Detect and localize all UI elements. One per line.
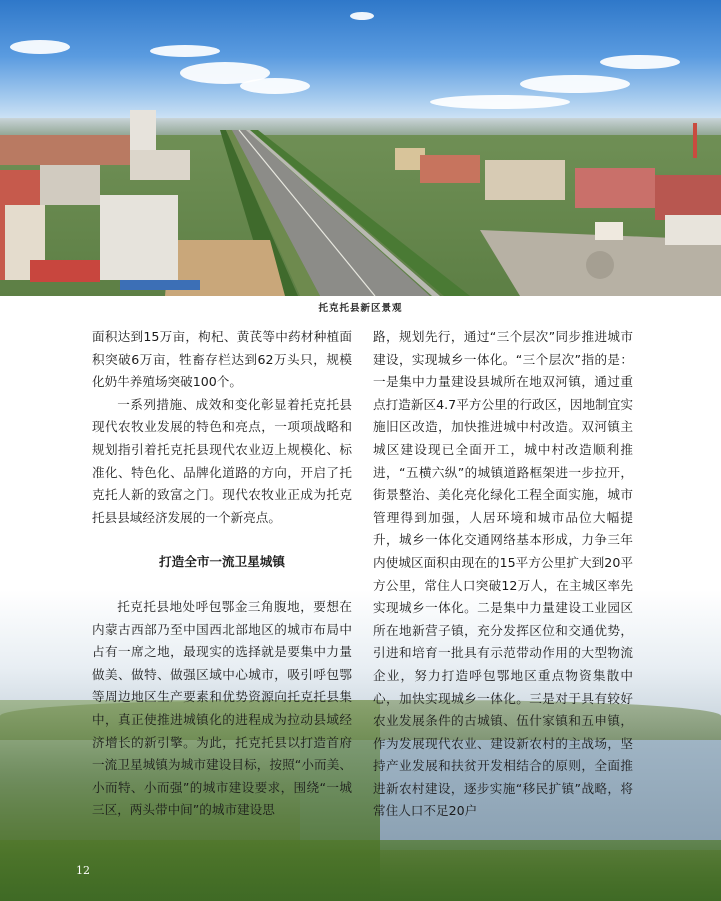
paragraph: 面积达到15万亩，枸杞、黄芪等中药材种植面积突破6万亩，牲畜存栏达到62万头只，规模化奶牛养殖场突破100个。 (92, 329, 352, 390)
section-heading: 打造全市一流卫星城镇 (159, 554, 285, 570)
building (655, 175, 721, 220)
building (575, 168, 655, 208)
page-number: 12 (76, 864, 90, 877)
paragraph: 一系列措施、成效和变化彰显着托克托县现代农牧业发展的特色和亮点，一项项战略和规划指引着托克托县现代农业迈上规模化、标准化、特色化、品牌化道路的方向，开启了托克托人新的致富之门。现代农牧业正成为托克托县县域经济发展的一个新亮点。 (92, 396, 352, 525)
building (665, 215, 721, 245)
building (420, 155, 480, 183)
right-column (373, 326, 633, 823)
foreground-grass (0, 840, 721, 901)
building (120, 280, 200, 290)
left-column (92, 326, 352, 822)
chimney (693, 123, 697, 158)
building (130, 110, 156, 150)
paragraph: 路，规划先行，通过“三个层次”同步推进城市建设，实现城乡一体化。“三个层次”指的是：一是集中力量建设县城所在地双河镇，通过重点打造新区4.7平方公里的行政区，因地制宜实施旧区改造，加快推进城中村改造。双河镇主城区建设现已全面开工，城中村改造顺利推进，“五横六纵”的城镇道路框架进一步拉开，街景整治、美化亮化绿化工程全面实施，城市管理得到加强，人居环境和城市品位大幅提升，城乡一体化交通网络基本形成，力争三年内使城区面积由现在的15平方公里扩大到20平方公里，常住人口突破12万人，在主城区率先实现城乡一体化。二是集中力量建设工业园区所在地新营子镇，充分发挥区位和交通优势，引进和培育一批具有示范带动作用的大型物流企业，努力打造呼包鄂地区重点物资集散中心，加快实现城乡一体化。三是对于具有较好农业发展条件的古城镇、伍什家镇和五申镇，作为发展现代农业、建设新农村的主战场，坚持产业发展和扶贫开发相结合的原则，全面推进新农村建设，逐步实施“移民扩镇”战略，将常住人口不足20户 (373, 329, 633, 819)
building (100, 195, 178, 280)
paragraph: 托克托县地处呼包鄂金三角腹地，要想在内蒙古西部乃至中国西北部地区的城市布局中占有一席之地，最现实的选择就是要集中力量做美、做特、做强区域中心城市，吸引呼包鄂等周边地区生产要素和优势资源向托克托县集中，真正使推进城镇化的进程成为拉动县域经济增长的新引擎。为此，托克托县以打造首府一流卫星城镇为城市建设目标，按照“小而美、小而特、小而强”的城市建设要求，围绕“一城三区，两头带中间”的城市建设思 (92, 598, 352, 818)
photo-caption: 托克托县新区景观 (318, 303, 403, 314)
building (40, 165, 100, 205)
building (595, 222, 623, 240)
building (0, 135, 130, 165)
building (30, 260, 100, 282)
building (485, 160, 565, 200)
town-landscape-photo (0, 0, 721, 296)
building (130, 150, 190, 180)
